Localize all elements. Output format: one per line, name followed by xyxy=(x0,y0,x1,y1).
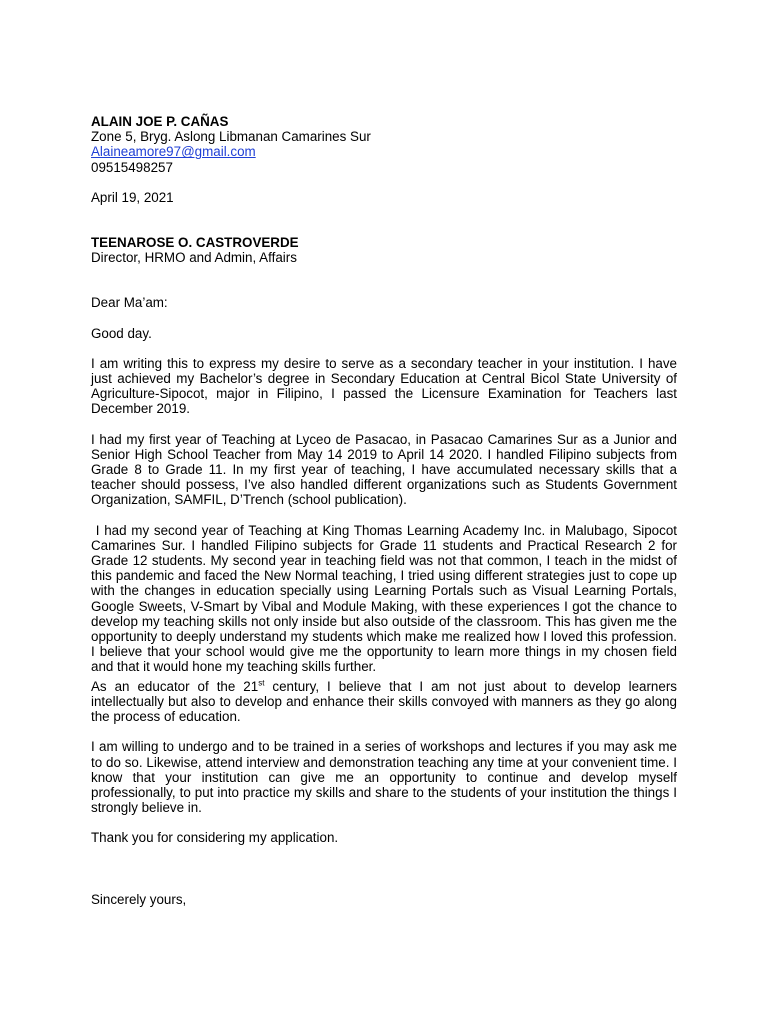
paragraph-intro: I am writing this to express my desire to serve as a secondary teacher in your institution. I have just achieved my Bachelor’s degree in Secondary Education at Central Bicol State University of Agriculture-Sipocot, major in Filipino, I passed the Licensure Examination for Teachers last December 2019. xyxy=(91,355,677,417)
century-superscript: st xyxy=(258,678,265,688)
paragraph-second-year: I had my second year of Teaching at King Thomas Learning Academy Inc. in Malubago, Sipocot Camarines Sur. I handled Filipino subjects for Grade 11 students and Practical Research 2 for Grade 12 students. My second year in teaching field was not that common, I teach in the midst of this pandemic and faced the New Normal teaching, I tried using different strategies just to cope up with the changes in education specially using Learning Portals such as Visual Learning Portals, Google Sweets, V-Smart by Vibal and Module Making, with these experiences I got the chance to develop my teaching skills not only inside but also outside of the classroom. This has given me the opportunity to deeply understand my students which make me realized how I loved this profession. I believe that your school would give me the opportunity to learn more things in my chosen field and that it would hone my teaching skills further. xyxy=(91,522,681,675)
sender-address: Zone 5, Bryg. Aslong Libmanan Camarines Sur xyxy=(91,129,371,145)
recipient-name: TEENAROSE O. CASTROVERDE xyxy=(91,235,299,251)
educator-text-end: century, I believe that I am not just about to develop learners intellectually but also to develop and enhance their skills convoyed with manners as they go along the process of education. xyxy=(91,678,677,725)
greeting: Good day. xyxy=(91,325,152,341)
sender-name: ALAIN JOE P. CAÑAS xyxy=(91,114,229,129)
letter-body xyxy=(91,114,681,907)
paragraph-first-year: I had my first year of Teaching at Lyceo de Pasacao, in Pasacao Camarines Sur as a Junior and Senior High School Teacher from May 14 2019 to April 14 2020. I handled Filipino subjects from Grade 8 to Grade 11. In my first year of teaching, I have accumulated necessary skills that a teacher should possess, I’ve also handled different organizations such as Students Government Organization, SAMFIL, D’Trench (school publication). xyxy=(91,431,677,508)
letter-date: April 19, 2021 xyxy=(91,189,174,205)
sender-phone: 09515498257 xyxy=(91,159,173,175)
educator-text-start: As an educator of the 21 xyxy=(91,678,259,694)
paragraph-willingness: I am willing to undergo and to be trained in a series of workshops and lectures if you may ask me to do so. Likewise, attend interview and demonstration teaching any time at your convenient time. I know that your institution can give me an opportunity to continue and develop myself professionally, to put into practice my skills and share to the students of your institution the things I strongly believe in. xyxy=(91,739,677,816)
closing: Sincerely yours, xyxy=(91,891,187,907)
recipient-title: Director, HRMO and Admin, Affairs xyxy=(91,250,297,266)
sender-email-link[interactable]: Alaineamore97@gmail.com xyxy=(91,144,256,160)
paragraph-educator xyxy=(91,679,677,725)
salutation: Dear Ma’am: xyxy=(91,295,168,311)
thanks-line: Thank you for considering my application. xyxy=(91,830,339,846)
